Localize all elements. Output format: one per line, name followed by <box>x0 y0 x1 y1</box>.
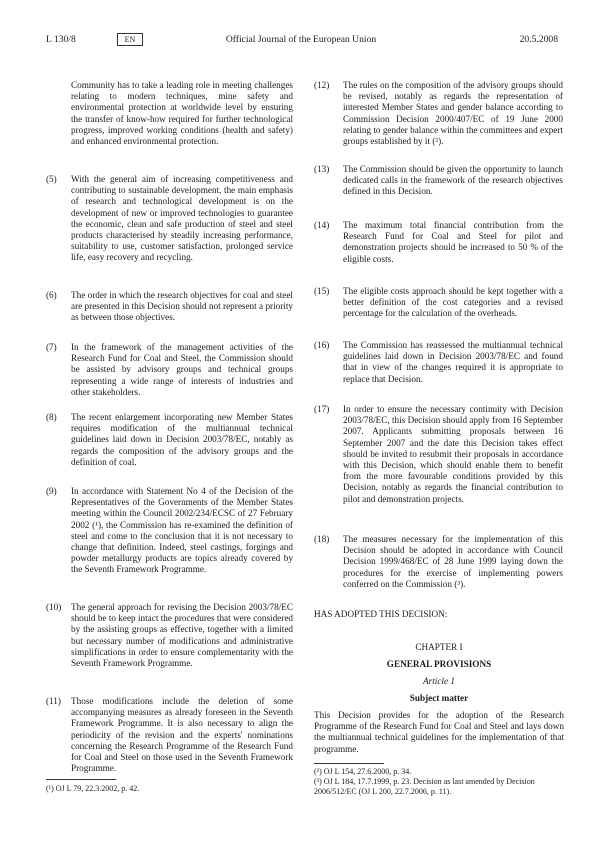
recital-text: In the framework of the management activities of the Research Fund for Coal and Steel, the Commission should be assisted by advisory groups and technical groups representing a wide range of interests of industries and other stakeholders. <box>71 342 293 397</box>
recital-17 <box>314 404 564 505</box>
chapter-heading: CHAPTER I <box>415 642 463 652</box>
recital-continuation <box>46 80 293 147</box>
language-badge: EN <box>117 33 143 46</box>
chapter-title: GENERAL PROVISIONS <box>386 659 492 669</box>
recital-text: The general approach for revising the Decision 2003/78/EC should be to keep intact the procedures that were considered by the assisting groups as effective, together with a limited but necessary number of modifications and administrative simplifications in order to ensure complementarity with the Seventh Framework Programme. <box>71 602 293 669</box>
recital-9 <box>46 486 293 576</box>
recital-text: The measures necessary for the implementation of this Decision should be adopted in accordance with Council Decision 1999/468/EC of 28 June 1999 laying down the procedures for the exercise of implementing powers conferred on the Commission (³). <box>343 534 563 589</box>
recital-number: (10) <box>46 602 62 612</box>
recital-number: (5) <box>46 174 57 184</box>
recital-text: The rules on the composition of the advisory groups should be revised, notably as regards the representation of interested Member States and gender balance according to Commission Decision 2000/407/EC of 19 June 2000 relating to gender balance within the committees and expert groups established by it (²). <box>343 80 563 147</box>
article-text: This Decision provides for the adoption of the Research Programme of the Research Fund for Coal and Steel and lays down the multiannual technical guidelines for the implementation of that programme. <box>314 710 564 754</box>
publication-date: 20.5.2008 <box>519 34 558 45</box>
recital-text: Community has to take a leading role in meeting challenges relating to modern techniques, mine safety and environmental protection at worldwide level by ensuring the transfer of know-how required for further technological progress, improved working conditions (health and safety) and enhanced environmental protection. <box>71 80 293 147</box>
recital-14 <box>314 220 564 265</box>
recital-11 <box>46 696 293 774</box>
journal-title: Official Journal of the European Union <box>225 34 377 45</box>
recital-text: In accordance with Statement No 4 of the Decision of the Representatives of the Governments of the Member States meeting within the Council 2002/234/ECSC of 27 February 2002 (¹), the Commission has re-examined the definition of steel and come to the conclusion that it is not necessary to change that definition. Indeed, steel castings, forgings and powder metallurgy products are topics already covered by the Seventh Framework Programme. <box>71 486 293 575</box>
recital-number: (7) <box>46 342 57 352</box>
recital-number: (14) <box>314 220 330 230</box>
recital-12 <box>314 80 564 147</box>
recital-text: The maximum total financial contribution from the Research Fund for Coal and Steel for pilot and demonstration projects should be increased to 50 % of the eligible costs. <box>343 220 563 264</box>
article-heading: Article 1 <box>423 676 455 686</box>
footnote-3: (³) OJ L 184, 17.7.1999, p. 23. Decision as last amended by Decision 2006/512/EC (OJ L 200, 22.7.2006, p. 11). <box>314 777 535 796</box>
adoption-statement: HAS ADOPTED THIS DECISION: <box>314 609 448 619</box>
recital-number: (9) <box>46 486 57 496</box>
recital-number: (17) <box>314 404 330 414</box>
article-title: Subject matter <box>409 693 469 703</box>
recital-number: (18) <box>314 534 330 544</box>
recital-number: (8) <box>46 412 57 422</box>
recital-number: (15) <box>314 286 330 296</box>
recital-text: In order to ensure the necessary continuity with Decision 2003/78/EC, this Decision should apply from 16 September 2007. Applicants submitting proposals between 16 September 2007 and the date this Decision takes effect should be invited to resubmit their proposals in accordance with this Decision, which should enable them to benefit from the more favourable conditions provided by this Decision, notably as regards the financial contribution to pilot and demonstration projects. <box>343 404 563 504</box>
recital-text: The eligible costs approach should be kept together with a better definition of the cost categories and a revised percentage for the calculation of the overheads. <box>343 286 563 319</box>
page-reference: L 130/8 <box>46 34 76 45</box>
recital-text: The recent enlargement incorporating new Member States requires modification of the multiannual technical guidelines laid down in Decision 2003/78/EC, notably as regards the composition of the advisory groups and the definition of coal. <box>71 412 293 467</box>
recital-number: (6) <box>46 290 57 300</box>
recital-18 <box>314 534 564 590</box>
recital-number: (13) <box>314 164 330 174</box>
recital-15 <box>314 286 564 320</box>
recital-8 <box>46 412 293 468</box>
footnote-separator <box>46 779 116 780</box>
recital-text: Those modifications include the deletion of some accompanying measures as already foreseen in the Seventh Framework Programme. It is also necessary to align the periodicity of the revision and the experts' nominations concerning the Research Programme of the Research Fund for Coal and Steel on those used in the Seventh Framework Programme. <box>71 696 293 774</box>
recital-text: The Commission has reassessed the multiannual technical guidelines laid down in Decision 2003/78/EC and found that in view of the changes required it is appropriate to replace that Decision. <box>343 340 563 384</box>
footnote-2: (²) OJ L 154, 27.6.2000, p. 34. <box>314 767 412 776</box>
recital-13 <box>314 164 564 198</box>
recital-text: With the general aim of increasing competitiveness and contributing to sustainable development, the main emphasis of research and technological development is on the development of new or improved technologies to guarantee the economic, clean and safe production of steel and steel products characterised by steadily increasing performance, suitability to use, customer satisfaction, prolonged service life, easy recovery and recycling. <box>71 174 293 263</box>
recital-16 <box>314 340 564 385</box>
footnote-1: (¹) OJ L 79, 22.3.2002, p. 42. <box>46 784 140 793</box>
recital-text: The Commission should be given the opportunity to launch dedicated calls in the framework of the research objectives defined in this Decision. <box>343 164 563 197</box>
recital-number: (16) <box>314 340 330 350</box>
recital-text: The order in which the research objectives for coal and steel are presented in this Decision should not represent a priority as between those objectives. <box>71 290 293 323</box>
footnote-separator <box>314 763 384 764</box>
recital-6 <box>46 290 293 324</box>
recital-10 <box>46 602 293 669</box>
recital-5 <box>46 174 293 264</box>
recital-number: (11) <box>46 696 61 706</box>
recital-7 <box>46 342 293 398</box>
recital-number: (12) <box>314 80 330 90</box>
